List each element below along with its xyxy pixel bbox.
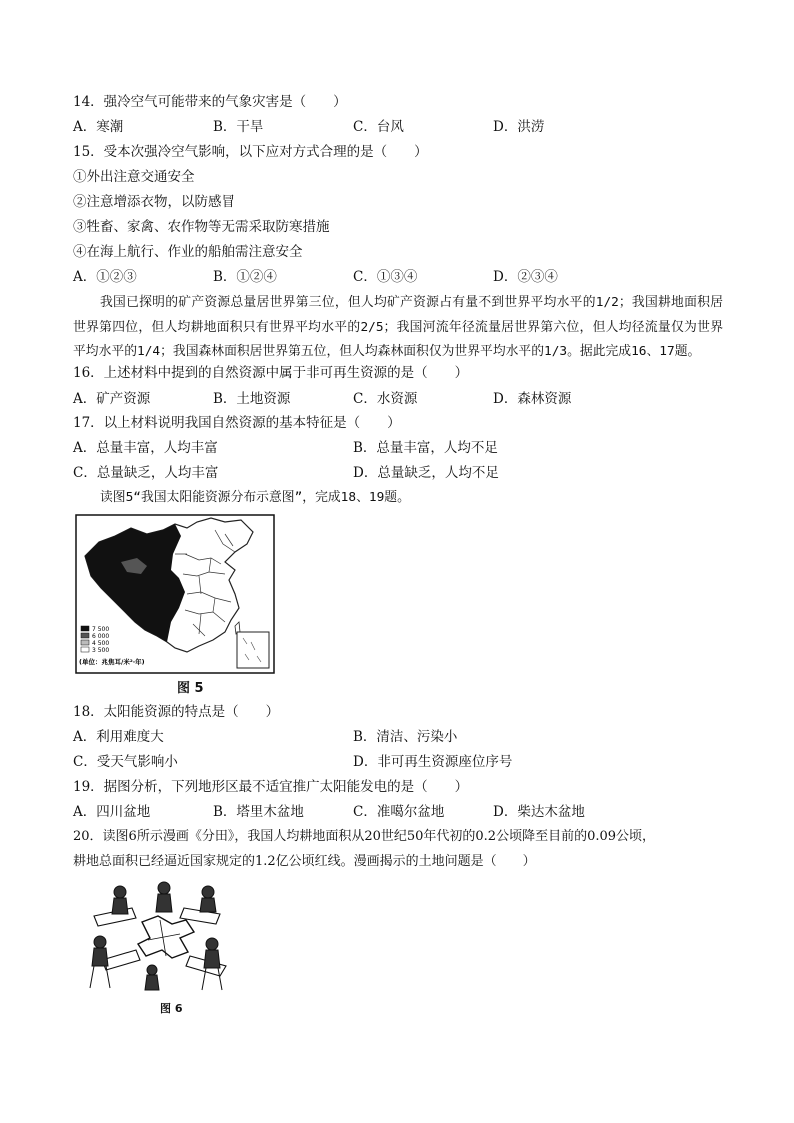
q15-item-3: ③牲畜、家禽、农作物等无需采取防寒措施: [73, 219, 330, 235]
q18-option-d: D．非可再生资源座位序号: [353, 754, 513, 770]
legend-label-3500: 3 500: [92, 647, 110, 654]
q16-stem: 16．上述材料中提到的自然资源中属于非可再生资源的是（ ）: [73, 365, 469, 381]
legend-swatch-7500: [81, 626, 89, 631]
legend-unit: (单位：兆焦耳/米²·年): [79, 658, 145, 666]
farmland-cartoon: [80, 878, 240, 1000]
q18-option-c: C．受天气影响小: [73, 754, 178, 770]
q19-option-a: A．四川盆地: [73, 804, 151, 820]
legend-swatch-3500: [81, 647, 89, 652]
q16-option-c: C．水资源: [353, 391, 418, 407]
figure-bottom-center: [145, 965, 159, 990]
q18-stem: 18．太阳能资源的特点是（ ）: [73, 704, 280, 720]
legend-swatch-6000: [81, 633, 89, 638]
q18-option-b: B．清洁、污染小: [353, 729, 458, 745]
q15-item-4: ④在海上航行、作业的船舶需注意安全: [73, 244, 303, 260]
figure-bottom-right: [202, 938, 222, 990]
q20-stem-line2: 耕地总面积已经逼近国家规定的1.2亿公顷红线。漫画揭示的土地问题是（ ）: [73, 854, 536, 869]
q14-option-a: A．寒潮: [73, 119, 124, 135]
legend-label-7500: 7 500: [92, 626, 110, 633]
q15-stem: 15．受本次强冷空气影响，以下应对方式合理的是（ ）: [73, 144, 428, 160]
fig5-caption: 图 5: [177, 681, 204, 696]
q15-item-1: ①外出注意交通安全: [73, 169, 195, 185]
south-sea-inset: [237, 632, 269, 668]
figure-top-center: [156, 882, 172, 912]
legend-label-4500: 4 500: [92, 640, 110, 647]
q15-item-2: ②注意增添衣物，以防感冒: [73, 194, 235, 210]
q14-option-b: B．干旱: [213, 119, 264, 135]
q15-option-a: A．①②③: [73, 269, 137, 285]
fig5-intro: 读图5“我国太阳能资源分布示意图”，完成18、19题。: [100, 490, 410, 505]
q17-stem: 17．以上材料说明我国自然资源的基本特征是（ ）: [73, 415, 401, 431]
q14-option-c: C．台风: [353, 119, 404, 135]
q17-option-b: B．总量丰富，人均不足: [353, 440, 498, 456]
q19-option-d: D．柴达木盆地: [493, 804, 585, 820]
q19-option-c: C．准噶尔盆地: [353, 804, 445, 820]
q20-stem-line1: 20．读图6所示漫画《分田》，我国人均耕地面积从20世纪50年代初的0.2公顷降至目前的0.09公顷，: [73, 829, 656, 844]
q14-stem: 14．强冷空气可能带来的气象灾害是（ ）: [73, 94, 347, 110]
q15-option-d: D．②③④: [493, 269, 558, 285]
q16-option-d: D．森林资源: [493, 391, 572, 407]
q18-option-a: A．利用难度大: [73, 729, 164, 745]
q17-option-a: A．总量丰富，人均丰富: [73, 440, 218, 456]
q15-option-c: C．①③④: [353, 269, 418, 285]
figure-top-right: [200, 886, 216, 912]
figure-top-left: [112, 886, 128, 914]
resource-passage: 我国已探明的矿产资源总量居世界第三位，但人均矿产资源占有量不到世界平均水平的1/2；我国耕地面积居世界第四位，但人均耕地面积只有世界平均水平的2/5；我国河流年径流量居世界第六位，但人均径流量仅为世界平均水平的1/4；我国森林面积居世界第五位，但人均森林面积仅为世界平均水平的1/3。据此完成16、17题。: [73, 295, 723, 359]
q19-option-b: B．塔里木盆地: [213, 804, 304, 820]
solar-resource-map: [75, 514, 275, 674]
q17-option-d: D．总量缺乏，人均不足: [353, 465, 499, 481]
legend-swatch-4500: [81, 640, 89, 645]
q16-option-a: A．矿产资源: [73, 391, 151, 407]
fig6-caption: 图 6: [160, 1002, 183, 1015]
q15-option-b: B．①②④: [213, 269, 277, 285]
q19-stem: 19．据图分析，下列地形区最不适宜推广太阳能发电的是（ ）: [73, 779, 469, 795]
figure-bottom-left: [90, 936, 110, 988]
legend-label-6000: 6 000: [92, 633, 110, 640]
q16-option-b: B．土地资源: [213, 391, 291, 407]
china-map-svg: [75, 514, 275, 674]
cartoon-svg: [80, 878, 240, 1000]
q17-option-c: C．总量缺乏，人均丰富: [73, 465, 219, 481]
q14-option-d: D．洪涝: [493, 119, 545, 135]
